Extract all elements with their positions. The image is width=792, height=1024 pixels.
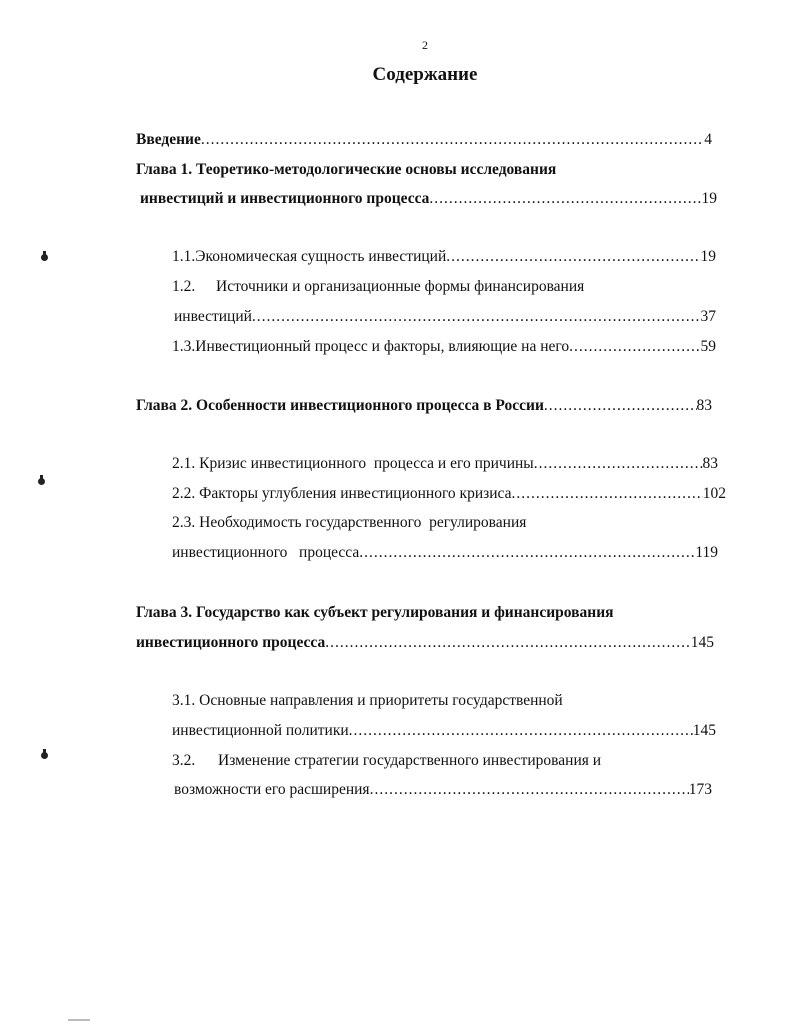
toc-entry-2-3-line1[interactable] [172, 514, 718, 536]
page-number: 2 [422, 38, 428, 52]
toc-intro-label: Введение [136, 131, 201, 148]
toc-leader [544, 397, 697, 415]
section-number: 3.2. [172, 752, 196, 769]
section-label: 3.1. Основные направления и приоритеты государственной [172, 692, 563, 709]
section-page: 119 [695, 544, 718, 561]
section-page: 145 [692, 722, 716, 739]
toc-entry-2-3[interactable] [172, 544, 718, 566]
chapter1-title-cont: инвестиций и инвестиционного процесса [140, 190, 430, 207]
toc-leader [252, 308, 701, 326]
scan-smudge [68, 1019, 90, 1021]
toc-entry-chapter1[interactable] [140, 190, 717, 212]
page-title: Содержание [372, 64, 478, 85]
section-label-cont: инвестиций [174, 308, 252, 325]
toc-entry-2-2[interactable] [172, 485, 726, 507]
toc-entry-3-1-line1[interactable] [172, 692, 716, 714]
chapter3-page: 145 [690, 634, 714, 651]
toc-intro-page: 4 [704, 131, 712, 148]
section-page: 83 [702, 455, 718, 472]
toc-leader [534, 455, 703, 473]
toc-entry-3-2-line1[interactable] [172, 752, 716, 774]
section-label: 2.1. Кризис инвестиционного процесса и его причины [172, 455, 534, 472]
section-page: 37 [700, 308, 716, 325]
chapter2-page: 83 [696, 397, 712, 414]
toc-entry-3-2[interactable] [174, 781, 712, 803]
toc-entry-1-2-line1[interactable] [172, 278, 716, 300]
chapter3-title: Глава 3. Государство как субъект регулирования и финансирования [136, 604, 614, 621]
toc-leader [512, 485, 703, 503]
toc-leader [446, 248, 700, 266]
section-page: 173 [688, 781, 712, 798]
section-page: 59 [700, 338, 716, 355]
toc-leader [359, 544, 695, 562]
toc-chapter3-title-line1[interactable] [136, 604, 716, 626]
toc-entry-chapter2[interactable] [136, 397, 712, 419]
section-label: Изменение стратегии государственного инвестирования и [218, 752, 602, 769]
section-page: 102 [702, 485, 726, 502]
toc-chapter1-title-line1[interactable] [136, 161, 712, 183]
chapter1-title: Глава 1. Теоретико-методологические основы исследования [136, 161, 557, 178]
section-label: 2.2. Факторы углубления инвестиционного кризиса [172, 485, 512, 502]
toc-entry-3-1[interactable] [172, 722, 716, 744]
section-label-cont: инвестиционной политики [172, 722, 349, 739]
section-label-cont: возможности его расширения [174, 781, 370, 798]
toc-leader [370, 781, 689, 799]
section-label: 2.3. Необходимость государственного регулирования [172, 514, 527, 531]
toc-entry-2-1[interactable] [172, 455, 718, 477]
section-number: 1.2. [172, 278, 196, 295]
punch-mark [41, 254, 48, 261]
section-label: Инвестиционный процесс и факторы, влияющие на него [195, 338, 570, 355]
section-number: 1.1. [172, 248, 196, 265]
section-label-cont: инвестиционного процесса [172, 544, 360, 561]
punch-mark [41, 752, 48, 759]
toc-entry-chapter3[interactable] [136, 634, 714, 656]
toc-entry-1-1[interactable] [172, 248, 716, 270]
section-page: 19 [700, 248, 716, 265]
punch-mark [38, 478, 45, 485]
toc-entry-intro[interactable] [136, 131, 712, 153]
section-number: 1.3. [172, 338, 196, 355]
chapter2-title: Глава 2. Особенности инвестиционного процесса в России [136, 397, 544, 414]
chapter3-title-cont: инвестиционного процесса [136, 634, 326, 651]
toc-leader [349, 722, 693, 740]
toc-entry-1-3[interactable] [172, 338, 716, 360]
toc-leader [429, 190, 701, 208]
section-label: Экономическая сущность инвестиций [195, 248, 447, 265]
chapter1-page: 19 [701, 190, 717, 207]
toc-leader [201, 131, 704, 149]
toc-entry-1-2[interactable] [174, 308, 716, 330]
toc-leader [325, 634, 691, 652]
section-label: Источники и организационные формы финансирования [216, 278, 585, 295]
toc-leader [569, 338, 700, 356]
